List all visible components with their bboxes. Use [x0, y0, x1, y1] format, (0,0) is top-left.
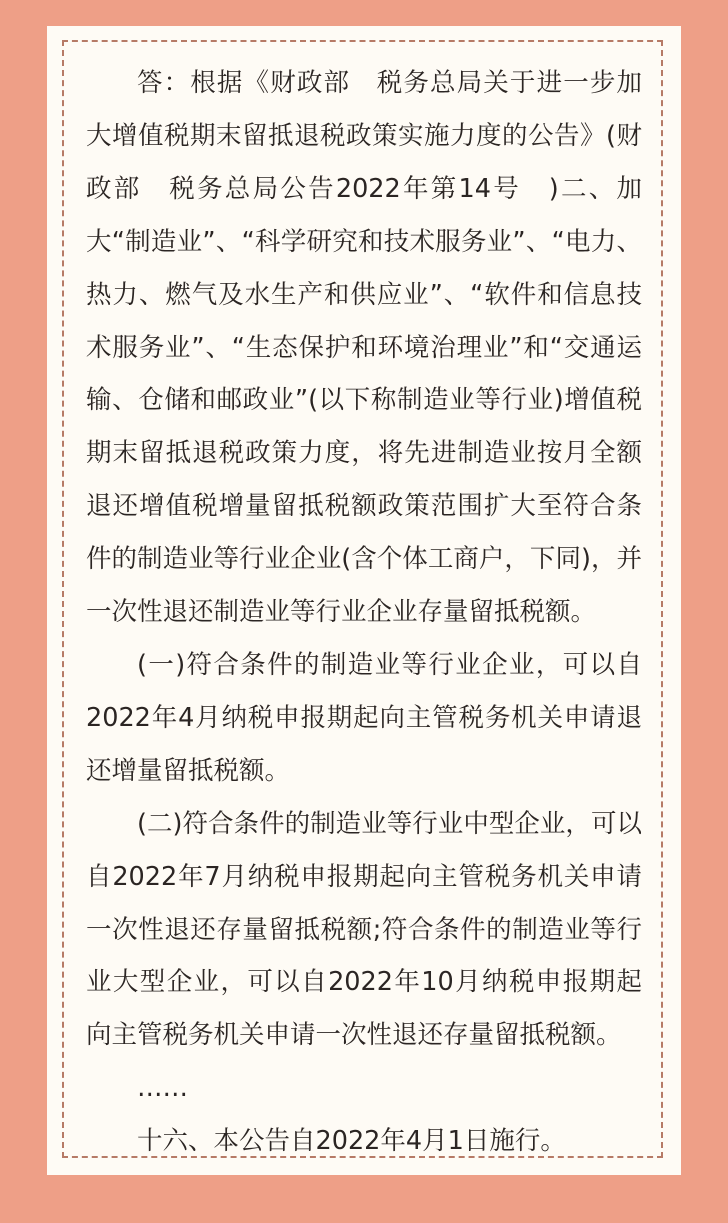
paragraph-item-2: (二)符合条件的制造业等行业中型企业，可以自2022年7月纳税申报期起向主管税务机关申请一次性退还存量留抵税额;符合条件的制造业等行业大型企业，可以自2022年10月纳税申报期起向主管税务机关申请一次性退还存量留抵税额。: [86, 808, 642, 1051]
paragraph-ellipsis: ……: [137, 1073, 188, 1104]
paragraph-answer: 答：根据《财政部 税务总局关于进一步加大增值税期末留抵退税政策实施力度的公告》(财政部 税务总局公告2022年第14号 )二、加大“制造业”、“科学研究和技术服务业”、“电力、热力、燃气及水生产和供应业”、“软件和信息技术服务业”、“生态保护和环境治理业”和“交通运输、仓储和邮政业”(以下称制造业等行业)增值税期末留抵退税政策力度，将先进制造业按月全额退还增值税增量留抵税额政策范围扩大至符合条件的制造业等行业企业(含个体工商户，下同)，并一次性退还制造业等行业企业存量留抵税额。: [86, 68, 642, 628]
paragraph-item-1: (一)符合条件的制造业等行业企业，可以自2022年4月纳税申报期起向主管税务机关申请退还增量留抵税额。: [86, 649, 642, 786]
document-body: [86, 57, 642, 1168]
paragraph-effective-date: 十六、本公告自2022年4月1日施行。: [137, 1126, 566, 1157]
